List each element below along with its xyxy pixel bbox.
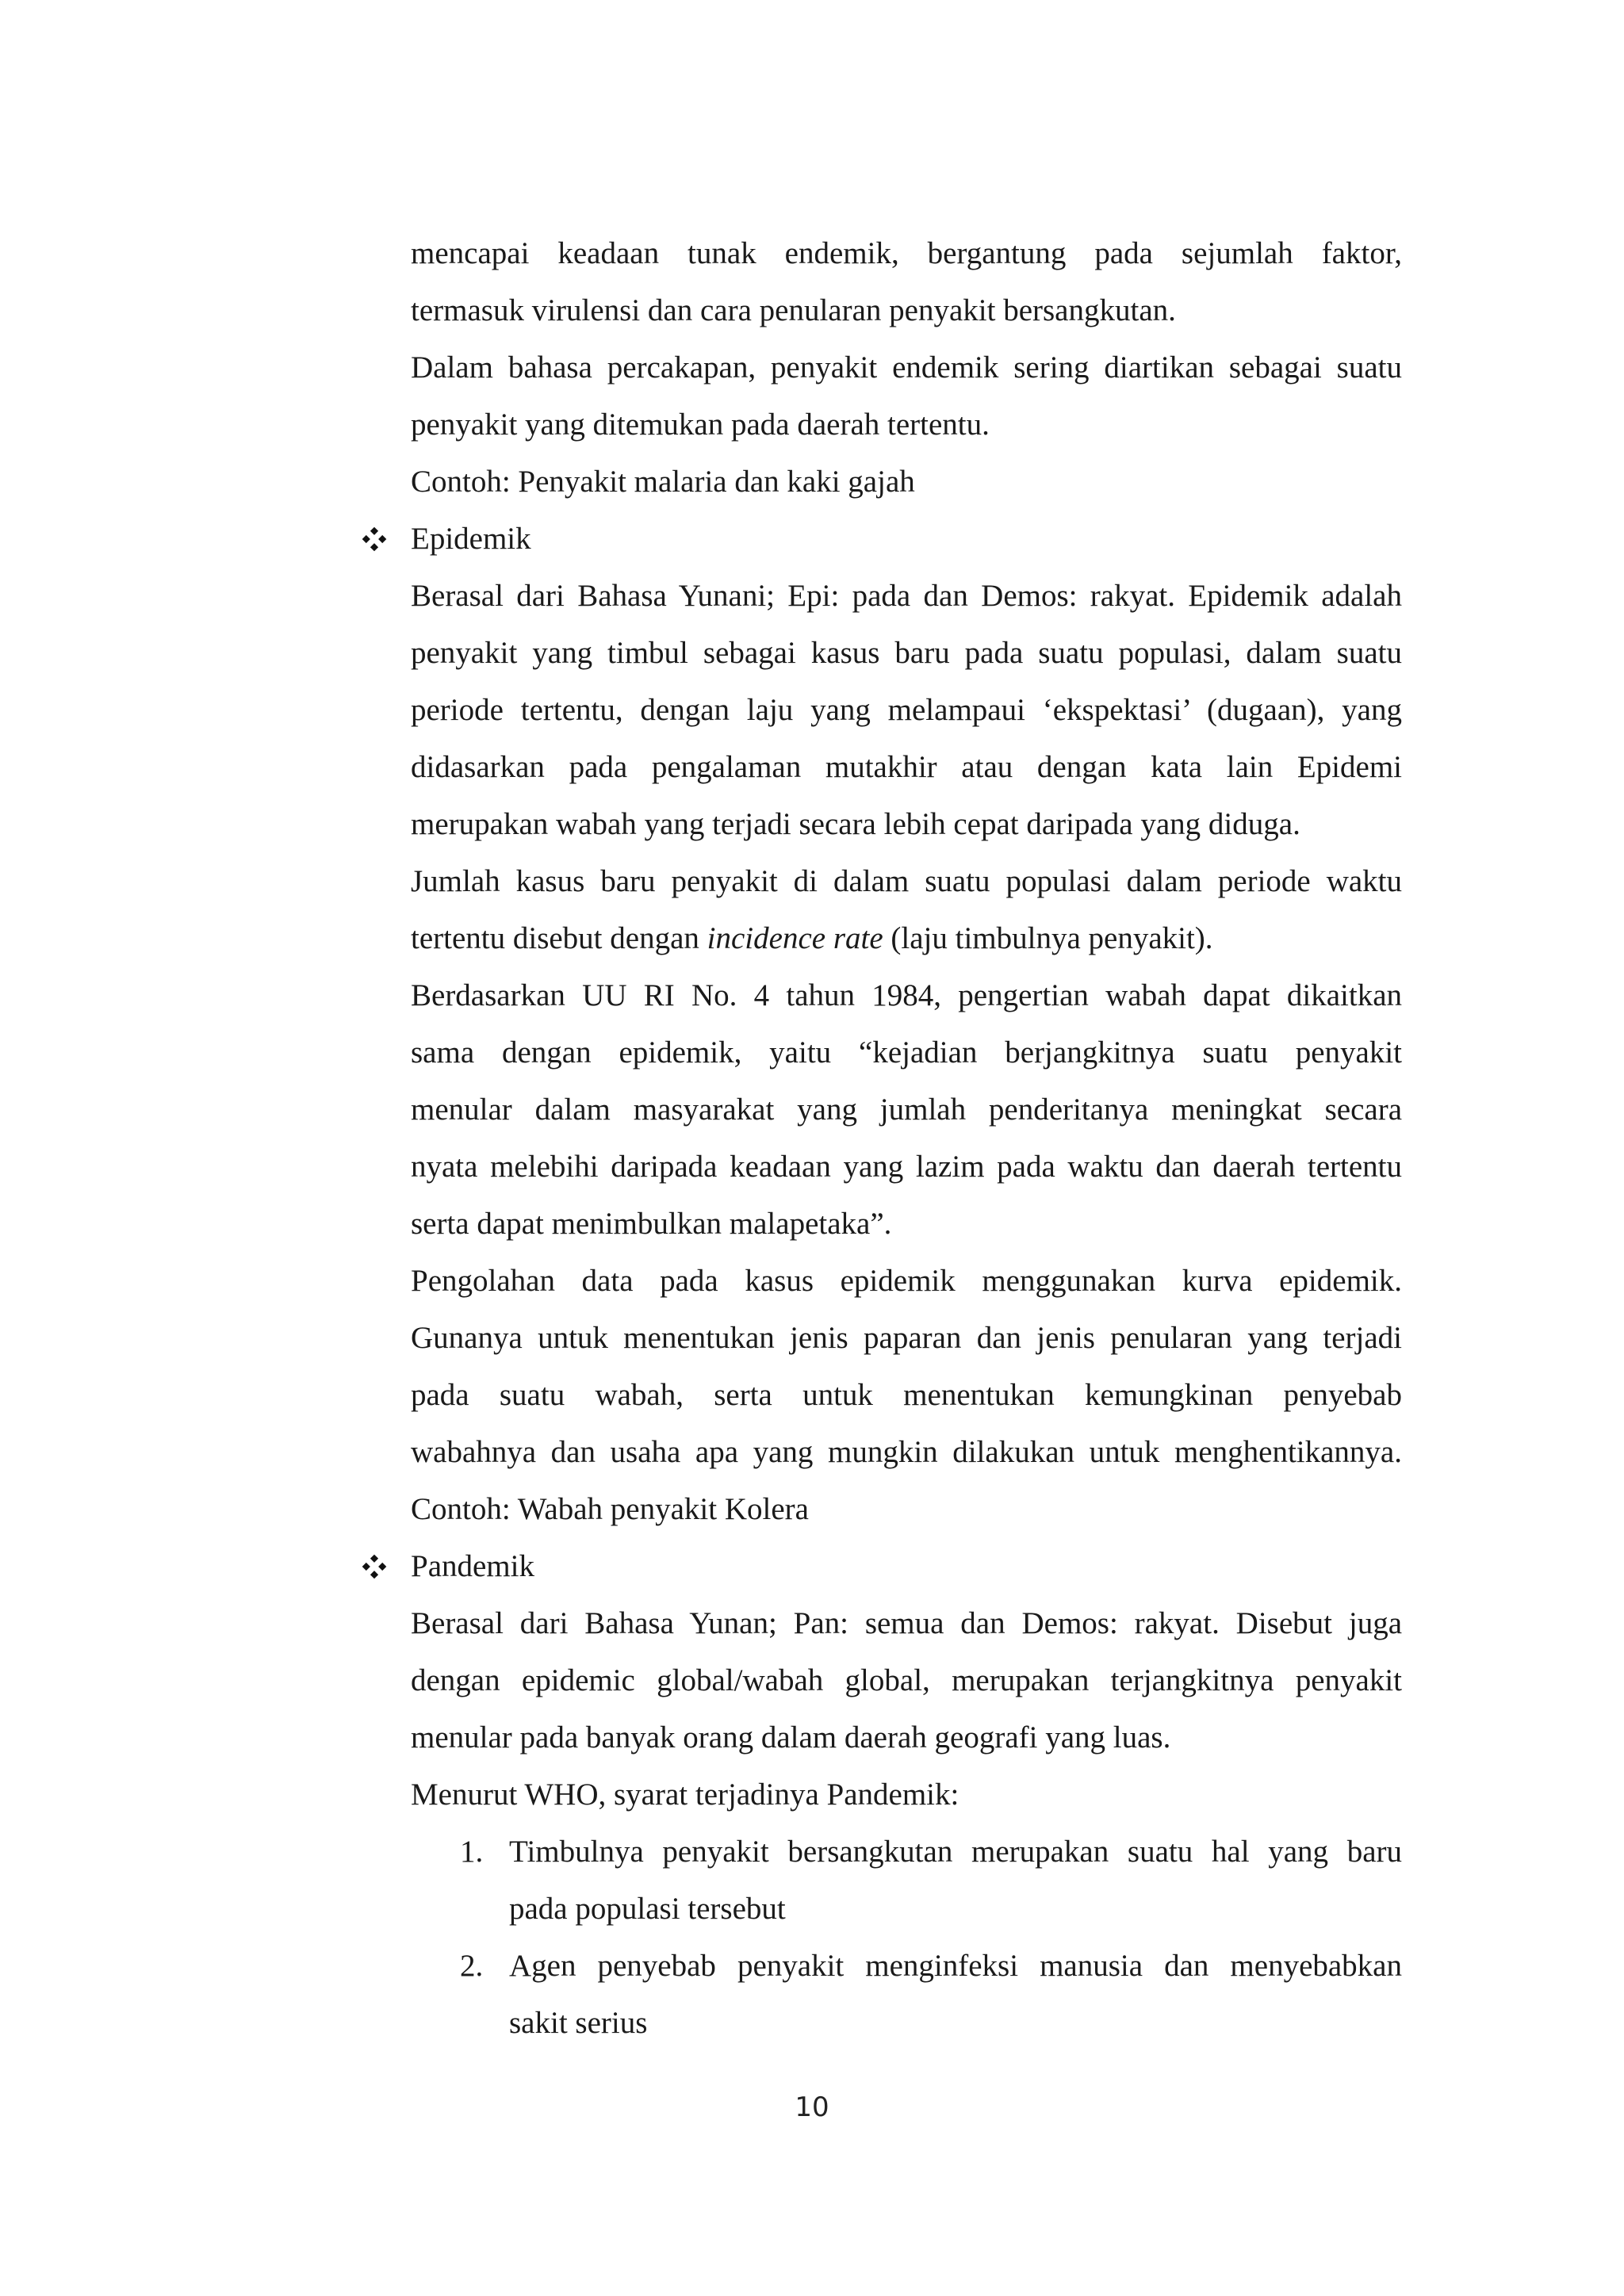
list-item-text: Timbulnya penyakit bersangkutan merupakan suatu hal yang baru — [509, 1835, 1402, 1869]
paragraph-line: Berdasarkan UU RI No. 4 tahun 1984, pengertian wabah dapat dikaitkan — [411, 978, 1402, 1012]
four-diamond-bullet-icon — [358, 1538, 390, 1595]
paragraph-line: didasarkan pada pengalaman mutakhir atau dengan kata lain Epidemi — [411, 750, 1402, 784]
paragraph-line: penyakit yang ditemukan pada daerah tertentu. — [411, 408, 990, 442]
paragraph-line: Jumlah kasus baru penyakit di dalam suatu populasi dalam periode waktu — [411, 864, 1402, 898]
heading-text: Pandemik — [411, 1549, 534, 1583]
text-span: (laju timbulnya penyakit). — [883, 921, 1213, 955]
paragraph-line: nyata melebihi daripada keadaan yang lazim pada waktu dan daerah tertentu — [411, 1150, 1402, 1184]
example-line: Contoh: Wabah penyakit Kolera — [411, 1492, 809, 1526]
paragraph-line: Berasal dari Bahasa Yunan; Pan: semua dan Demos: rakyat. Disebut juga — [411, 1606, 1402, 1640]
list-item-continuation: pada populasi tersebut — [509, 1892, 786, 1926]
paragraph-line: periode tertentu, dengan laju yang melampaui ‘ekspektasi’ (dugaan), yang — [411, 693, 1402, 727]
heading-text: Epidemik — [411, 522, 531, 556]
list-number: 2. — [460, 1949, 484, 1983]
paragraph-line: Pengolahan data pada kasus epidemik menggunakan kurva epidemik. — [411, 1264, 1402, 1298]
text-span: tertentu disebut dengan — [411, 921, 707, 955]
list-item-continuation: sakit serius — [509, 2006, 648, 2040]
paragraph-line: Dalam bahasa percakapan, penyakit endemik sering diartikan sebagai suatu — [411, 350, 1402, 385]
example-line: Contoh: Penyakit malaria dan kaki gajah — [411, 465, 915, 499]
paragraph-line: pada suatu wabah, serta untuk menentukan kemungkinan penyebab — [411, 1378, 1402, 1412]
paragraph-line — [411, 910, 1402, 967]
paragraph-line: sama dengan epidemik, yaitu “kejadian berjangkitnya suatu penyakit — [411, 1035, 1402, 1070]
page-number: 10 — [795, 2091, 829, 2123]
list-item-text: Agen penyebab penyakit menginfeksi manusia dan menyebabkan — [509, 1949, 1402, 1983]
section-heading-pandemik — [411, 1538, 1402, 1595]
italic-term: incidence rate — [707, 921, 883, 955]
paragraph-line: Menurut WHO, syarat terjadinya Pandemik: — [411, 1777, 959, 1812]
paragraph-line: menular pada banyak orang dalam daerah geografi yang luas. — [411, 1720, 1171, 1755]
list-number: 1. — [460, 1835, 484, 1869]
section-heading-epidemik — [411, 511, 1402, 568]
paragraph-line: merupakan wabah yang terjadi secara lebih cepat daripada yang diduga. — [411, 807, 1300, 841]
paragraph-line: serta dapat menimbulkan malapetaka”. — [411, 1207, 892, 1241]
paragraph-line: Gunanya untuk menentukan jenis paparan dan jenis penularan yang terjadi — [411, 1321, 1402, 1355]
paragraph-line: menular dalam masyarakat yang jumlah penderitanya meningkat secara — [411, 1093, 1402, 1127]
paragraph-line: dengan epidemic global/wabah global, merupakan terjangkitnya penyakit — [411, 1663, 1402, 1697]
list-item — [411, 1823, 1402, 1881]
paragraph-line: mencapai keadaan tunak endemik, bergantung pada sejumlah faktor, — [411, 236, 1402, 270]
four-diamond-bullet-icon — [358, 511, 390, 568]
paragraph-line: Berasal dari Bahasa Yunani; Epi: pada dan Demos: rakyat. Epidemik adalah — [411, 579, 1402, 613]
paragraph-line: termasuk virulensi dan cara penularan penyakit bersangkutan. — [411, 293, 1176, 327]
page-body — [411, 225, 1402, 2052]
paragraph-line: penyakit yang timbul sebagai kasus baru pada suatu populasi, dalam suatu — [411, 636, 1402, 670]
paragraph-line: wabahnya dan usaha apa yang mungkin dilakukan untuk menghentikannya. — [411, 1435, 1402, 1469]
list-item — [411, 1938, 1402, 1995]
